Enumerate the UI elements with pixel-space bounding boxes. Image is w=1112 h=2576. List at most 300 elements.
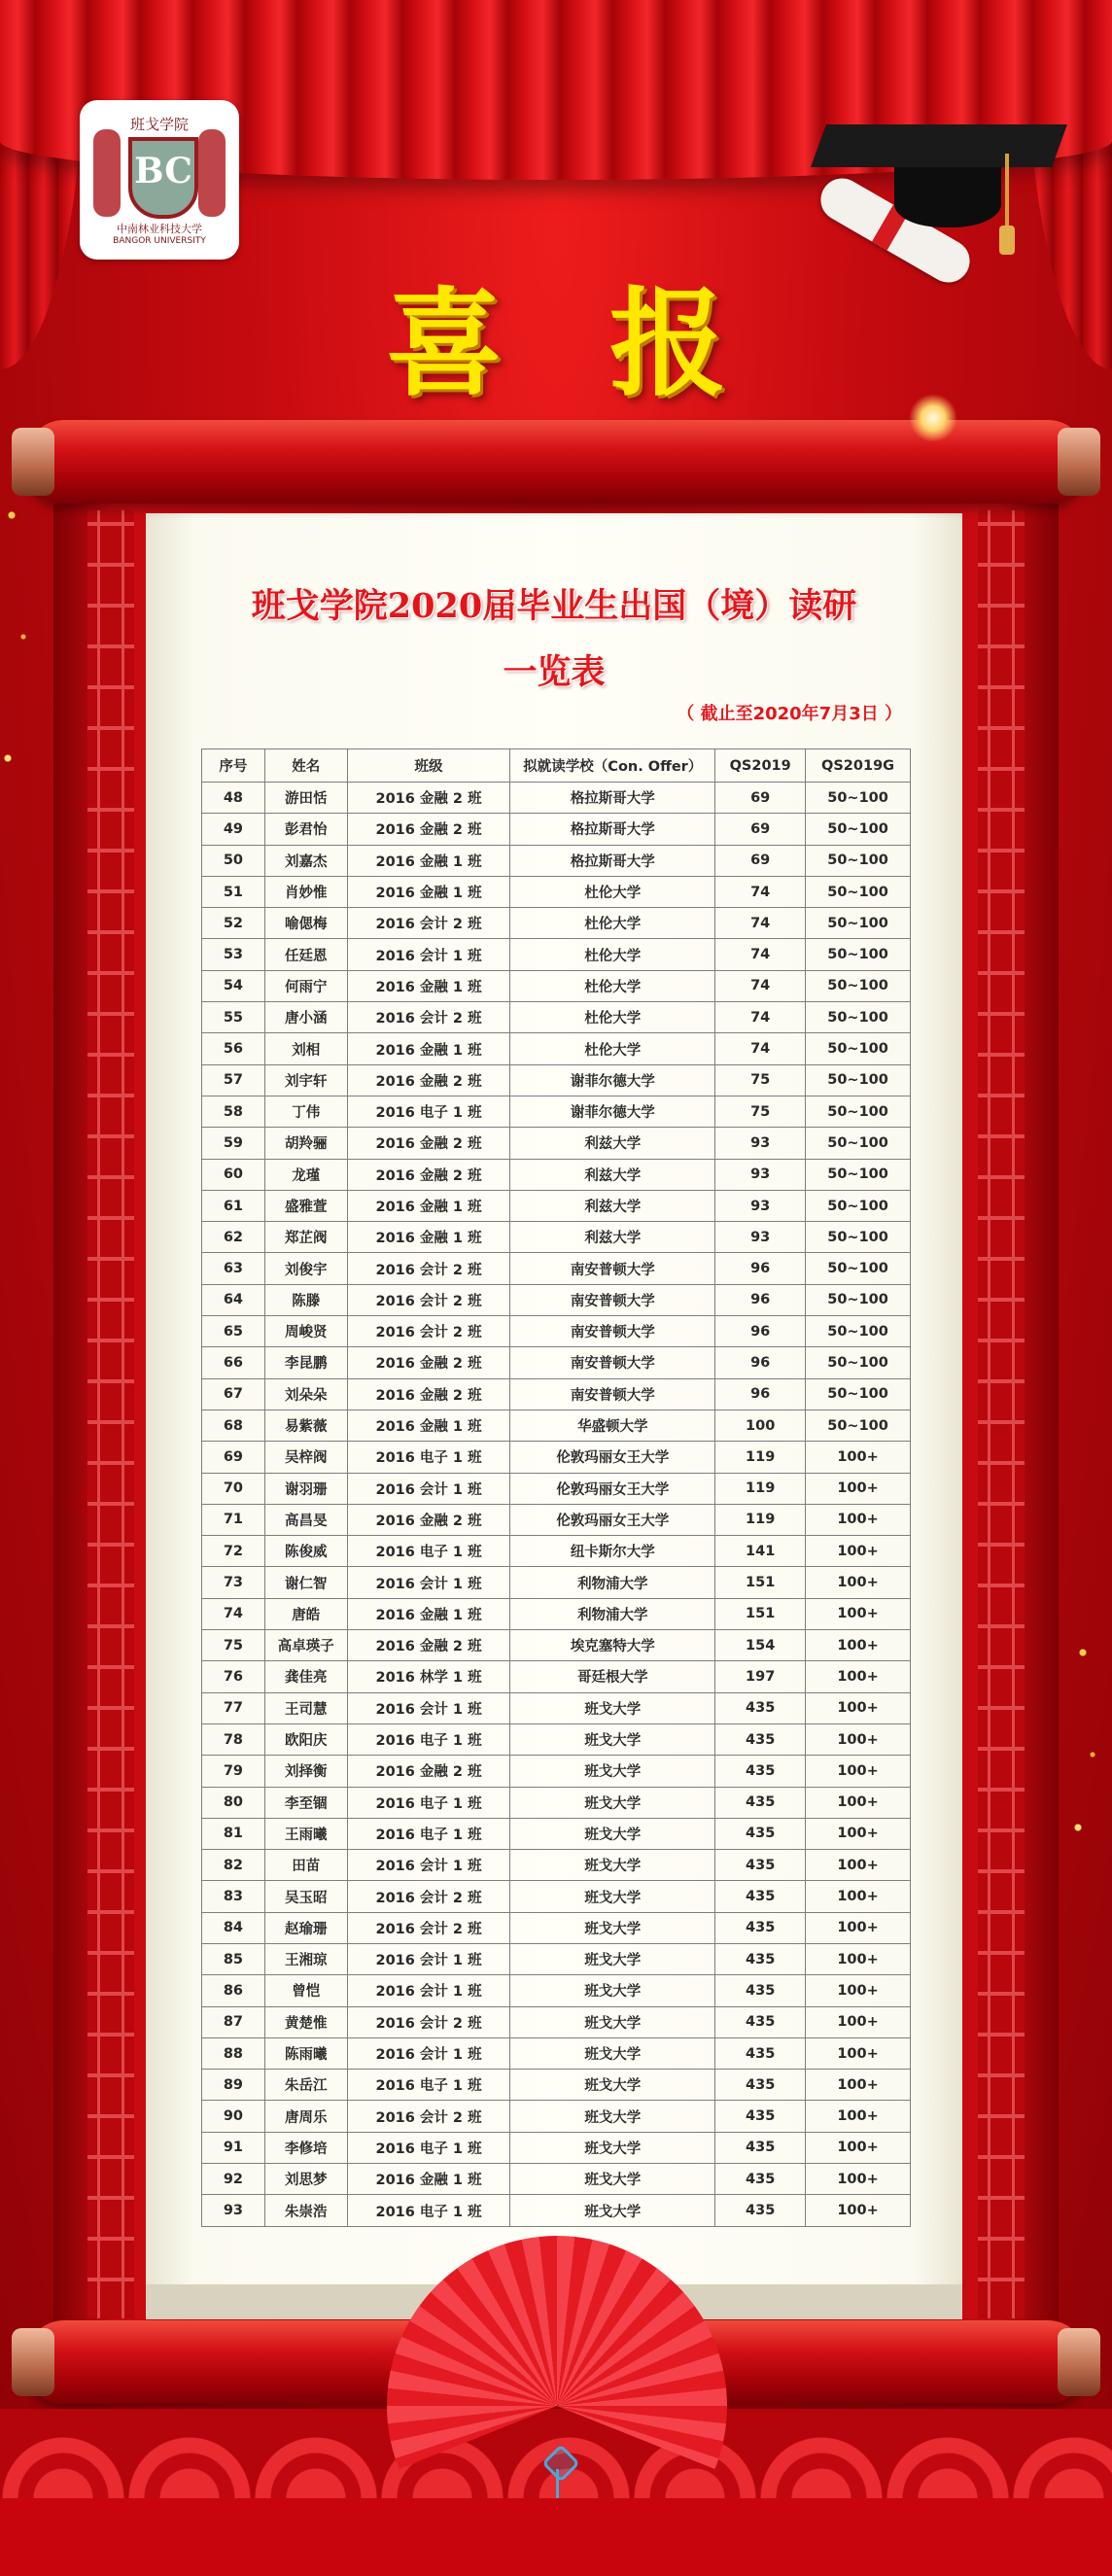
cell-class: 2016 金融 1 班 [347, 876, 510, 907]
table-row [202, 876, 911, 907]
cell-index: 92 [202, 2164, 265, 2195]
cell-school: 班戈大学 [510, 1975, 715, 2006]
cell-school: 利物浦大学 [510, 1598, 715, 1629]
cell-name: 曾恺 [264, 1975, 347, 2006]
cell-index: 72 [202, 1536, 265, 1567]
cell-class: 2016 会计 1 班 [347, 939, 510, 970]
cell-school: 班戈大学 [510, 1818, 715, 1849]
cell-name: 黄楚惟 [264, 2006, 347, 2037]
document-title-line2: 一览表 [503, 652, 606, 692]
cell-index: 65 [202, 1316, 265, 1347]
table-row [202, 1190, 911, 1221]
cell-name: 易紫薇 [264, 1410, 347, 1441]
table-row [202, 1284, 911, 1315]
cell-class: 2016 金融 2 班 [347, 1159, 510, 1190]
cell-index: 75 [202, 1630, 265, 1661]
cell-qs2019: 119 [715, 1473, 806, 1504]
cell-qs2019g: 100+ [806, 2164, 911, 2195]
table-row [202, 1723, 911, 1755]
cell-school: 埃克塞特大学 [510, 1630, 715, 1661]
cell-qs2019: 154 [715, 1630, 806, 1661]
table-row [202, 1598, 911, 1629]
cell-school: 班戈大学 [510, 1692, 715, 1723]
table-row [202, 2101, 911, 2132]
cell-school: 班戈大学 [510, 2037, 715, 2069]
cell-school: 班戈大学 [510, 1850, 715, 1881]
cell-class: 2016 电子 1 班 [347, 1536, 510, 1567]
logo-bottom-text-en: BANGOR UNIVERSITY [113, 236, 206, 246]
cell-qs2019g: 100+ [806, 1881, 911, 1912]
cell-qs2019: 435 [715, 1943, 806, 1974]
cell-school: 班戈大学 [510, 2006, 715, 2037]
cell-index: 87 [202, 2006, 265, 2037]
cell-qs2019g: 100+ [806, 2195, 911, 2226]
cell-school: 杜伦大学 [510, 908, 715, 939]
cell-name: 朱崇浩 [264, 2195, 347, 2226]
cell-qs2019: 69 [715, 814, 806, 845]
cell-qs2019: 100 [715, 1410, 806, 1441]
folding-fan-icon [387, 2236, 727, 2576]
table-row [202, 1630, 911, 1661]
cell-index: 68 [202, 1410, 265, 1441]
cell-index: 70 [202, 1473, 265, 1504]
table-row [202, 845, 911, 876]
cell-qs2019: 96 [715, 1347, 806, 1378]
cell-school: 南安普顿大学 [510, 1378, 715, 1410]
cell-qs2019: 435 [715, 2037, 806, 2069]
table-header-row [202, 749, 911, 783]
cell-class: 2016 金融 2 班 [347, 1504, 510, 1535]
light-flare [909, 394, 957, 442]
cell-qs2019g: 50~100 [806, 1284, 911, 1315]
logo-bottom-text-cn: 中南林业科技大学 [117, 223, 202, 235]
cell-index: 78 [202, 1723, 265, 1755]
cell-qs2019g: 100+ [806, 1818, 911, 1849]
table-row [202, 1661, 911, 1692]
table-row [202, 1253, 911, 1284]
cell-school: 伦敦玛丽女王大学 [510, 1473, 715, 1504]
cell-index: 49 [202, 814, 265, 845]
cell-qs2019: 93 [715, 1222, 806, 1253]
cell-qs2019: 96 [715, 1378, 806, 1410]
cell-index: 84 [202, 1912, 265, 1943]
table-row [202, 1943, 911, 1974]
cell-class: 2016 电子 1 班 [347, 2070, 510, 2101]
cell-index: 61 [202, 1190, 265, 1221]
cell-name: 唐皓 [264, 1598, 347, 1629]
cell-class: 2016 电子 1 班 [347, 2132, 510, 2163]
cell-name: 朱岳江 [264, 2070, 347, 2101]
cell-index: 89 [202, 2070, 265, 2101]
cell-qs2019: 151 [715, 1598, 806, 1629]
cell-index: 85 [202, 1943, 265, 1974]
cell-qs2019: 435 [715, 1850, 806, 1881]
cell-name: 彭君怡 [264, 814, 347, 845]
cell-name: 何雨宁 [264, 970, 347, 1001]
cell-qs2019: 435 [715, 1881, 806, 1912]
cell-school: 班戈大学 [510, 2195, 715, 2226]
cell-name: 刘相 [264, 1033, 347, 1064]
table-row [202, 1473, 911, 1504]
cell-name: 郑芷阀 [264, 1222, 347, 1253]
cell-class: 2016 金融 1 班 [347, 1190, 510, 1221]
cell-index: 56 [202, 1033, 265, 1064]
cell-index: 60 [202, 1159, 265, 1190]
cell-school: 南安普顿大学 [510, 1253, 715, 1284]
cell-name: 喻偲梅 [264, 908, 347, 939]
cell-qs2019g: 100+ [806, 2037, 911, 2069]
cell-qs2019: 69 [715, 783, 806, 814]
cell-index: 93 [202, 2195, 265, 2226]
cell-class: 2016 会计 2 班 [347, 1284, 510, 1315]
table-row [202, 970, 911, 1001]
cell-school: 华盛顿大学 [510, 1410, 715, 1441]
table-row [202, 1347, 911, 1378]
cell-name: 刘思梦 [264, 2164, 347, 2195]
cell-school: 班戈大学 [510, 1912, 715, 1943]
cell-name: 王司慧 [264, 1692, 347, 1723]
cell-name: 王湘琼 [264, 1943, 347, 1974]
cell-index: 73 [202, 1567, 265, 1598]
cell-qs2019g: 50~100 [806, 1410, 911, 1441]
cell-index: 83 [202, 1881, 265, 1912]
cell-qs2019: 435 [715, 2101, 806, 2132]
table-row [202, 1912, 911, 1943]
cell-name: 欧阳庆 [264, 1723, 347, 1755]
cell-qs2019g: 100+ [806, 1943, 911, 1974]
cell-class: 2016 金融 1 班 [347, 1033, 510, 1064]
cell-index: 76 [202, 1661, 265, 1692]
cell-index: 62 [202, 1222, 265, 1253]
header-class: 班级 [347, 749, 510, 783]
cell-name: 周峻贤 [264, 1316, 347, 1347]
cell-qs2019g: 100+ [806, 1567, 911, 1598]
cell-qs2019g: 100+ [806, 2006, 911, 2037]
cell-qs2019g: 100+ [806, 1787, 911, 1818]
cell-qs2019g: 100+ [806, 2132, 911, 2163]
cell-qs2019g: 50~100 [806, 970, 911, 1001]
cell-index: 90 [202, 2101, 265, 2132]
table-row [202, 1692, 911, 1723]
table-row [202, 908, 911, 939]
cell-school: 伦敦玛丽女王大学 [510, 1504, 715, 1535]
cell-name: 谢仁智 [264, 1567, 347, 1598]
cell-qs2019: 93 [715, 1128, 806, 1159]
cell-qs2019g: 50~100 [806, 814, 911, 845]
cell-index: 51 [202, 876, 265, 907]
cell-name: 陈俊威 [264, 1536, 347, 1567]
graduates-table [201, 748, 911, 2227]
cell-qs2019: 96 [715, 1284, 806, 1315]
cell-school: 利兹大学 [510, 1222, 715, 1253]
table-row [202, 2006, 911, 2037]
cell-name: 谢羽珊 [264, 1473, 347, 1504]
cell-school: 班戈大学 [510, 2164, 715, 2195]
cell-qs2019g: 50~100 [806, 1316, 911, 1347]
cell-name: 陈滕 [264, 1284, 347, 1315]
cell-index: 81 [202, 1818, 265, 1849]
cell-class: 2016 会计 1 班 [347, 1473, 510, 1504]
cell-class: 2016 金融 2 班 [347, 783, 510, 814]
table-row [202, 1975, 911, 2006]
cell-qs2019: 435 [715, 1692, 806, 1723]
cell-class: 2016 会计 2 班 [347, 1881, 510, 1912]
cell-qs2019g: 100+ [806, 2070, 911, 2101]
cell-school: 班戈大学 [510, 1881, 715, 1912]
cell-school: 利兹大学 [510, 1190, 715, 1221]
cell-school: 谢菲尔德大学 [510, 1096, 715, 1127]
cell-qs2019: 93 [715, 1190, 806, 1221]
cell-school: 南安普顿大学 [510, 1347, 715, 1378]
cell-index: 86 [202, 1975, 265, 2006]
table-row [202, 1504, 911, 1535]
cell-qs2019: 197 [715, 1661, 806, 1692]
cell-name: 高卓瑛子 [264, 1630, 347, 1661]
cell-class: 2016 会计 1 班 [347, 1943, 510, 1974]
cell-qs2019g: 50~100 [806, 1222, 911, 1253]
cell-class: 2016 会计 1 班 [347, 2037, 510, 2069]
header-name: 姓名 [264, 749, 347, 783]
cell-qs2019g: 100+ [806, 1536, 911, 1567]
table-row [202, 783, 911, 814]
cell-class: 2016 会计 1 班 [347, 1692, 510, 1723]
cell-index: 48 [202, 783, 265, 814]
cell-qs2019g: 50~100 [806, 1002, 911, 1033]
cell-class: 2016 电子 1 班 [347, 1818, 510, 1849]
cell-index: 55 [202, 1002, 265, 1033]
cell-name: 唐小涵 [264, 1002, 347, 1033]
cell-qs2019: 96 [715, 1316, 806, 1347]
cell-qs2019: 435 [715, 1787, 806, 1818]
cell-class: 2016 电子 1 班 [347, 1723, 510, 1755]
cell-name: 刘朵朵 [264, 1378, 347, 1410]
cell-school: 班戈大学 [510, 1787, 715, 1818]
cell-name: 高昌旻 [264, 1504, 347, 1535]
cell-index: 80 [202, 1787, 265, 1818]
cell-class: 2016 金融 2 班 [347, 814, 510, 845]
cell-index: 57 [202, 1064, 265, 1096]
cell-class: 2016 会计 2 班 [347, 1316, 510, 1347]
cell-school: 格拉斯哥大学 [510, 783, 715, 814]
cell-school: 杜伦大学 [510, 939, 715, 970]
table-row [202, 1881, 911, 1912]
table-row [202, 1818, 911, 1849]
cell-qs2019: 435 [715, 1723, 806, 1755]
cell-qs2019g: 100+ [806, 1598, 911, 1629]
cell-qs2019g: 50~100 [806, 1064, 911, 1096]
lion-right-icon [198, 129, 226, 217]
cell-name: 龙瑾 [264, 1159, 347, 1190]
cell-name: 吴梓阀 [264, 1442, 347, 1473]
table-row [202, 1536, 911, 1567]
table-row [202, 1316, 911, 1347]
cell-class: 2016 会计 1 班 [347, 1850, 510, 1881]
lion-left-icon [93, 129, 121, 217]
cell-class: 2016 电子 1 班 [347, 1787, 510, 1818]
cell-school: 班戈大学 [510, 2070, 715, 2101]
cell-qs2019: 435 [715, 2164, 806, 2195]
cell-index: 91 [202, 2132, 265, 2163]
cell-class: 2016 金融 2 班 [347, 1064, 510, 1096]
cell-class: 2016 会计 2 班 [347, 1253, 510, 1284]
cell-qs2019g: 100+ [806, 1756, 911, 1787]
cell-qs2019: 119 [715, 1504, 806, 1535]
cell-name: 刘宇轩 [264, 1064, 347, 1096]
cell-name: 李昆鹏 [264, 1347, 347, 1378]
cell-school: 班戈大学 [510, 1756, 715, 1787]
cell-index: 64 [202, 1284, 265, 1315]
cell-qs2019g: 50~100 [806, 783, 911, 814]
cell-qs2019: 74 [715, 876, 806, 907]
cell-index: 77 [202, 1692, 265, 1723]
table-row [202, 1096, 911, 1127]
cell-index: 79 [202, 1756, 265, 1787]
cell-qs2019: 74 [715, 1033, 806, 1064]
cell-class: 2016 会计 1 班 [347, 1567, 510, 1598]
cell-index: 66 [202, 1347, 265, 1378]
cell-qs2019: 435 [715, 2070, 806, 2101]
cell-qs2019g: 50~100 [806, 1128, 911, 1159]
scroll-border-left [87, 510, 134, 2318]
cell-qs2019: 74 [715, 970, 806, 1001]
cell-school: 利兹大学 [510, 1128, 715, 1159]
cell-class: 2016 金融 2 班 [347, 1378, 510, 1410]
table-row [202, 1128, 911, 1159]
cell-class: 2016 金融 1 班 [347, 2164, 510, 2195]
cell-school: 南安普顿大学 [510, 1316, 715, 1347]
cell-qs2019g: 100+ [806, 1473, 911, 1504]
header-school: 拟就读学校（Con. Offer） [510, 749, 715, 783]
cell-name: 吴玉昭 [264, 1881, 347, 1912]
cell-qs2019g: 50~100 [806, 1190, 911, 1221]
table-row [202, 814, 911, 845]
cell-index: 69 [202, 1442, 265, 1473]
table-row [202, 2070, 911, 2101]
cell-qs2019: 74 [715, 939, 806, 970]
cell-name: 刘俊宇 [264, 1253, 347, 1284]
header-index: 序号 [202, 749, 265, 783]
college-logo [80, 100, 239, 260]
cell-school: 纽卡斯尔大学 [510, 1536, 715, 1567]
cell-name: 李至锢 [264, 1787, 347, 1818]
headline: 喜报 [386, 277, 833, 412]
logo-top-text: 班戈学院 [129, 116, 189, 133]
cell-index: 82 [202, 1850, 265, 1881]
cell-qs2019: 96 [715, 1253, 806, 1284]
cell-qs2019g: 100+ [806, 1975, 911, 2006]
cell-qs2019g: 50~100 [806, 1033, 911, 1064]
cell-qs2019g: 100+ [806, 1504, 911, 1535]
cell-school: 杜伦大学 [510, 970, 715, 1001]
cell-qs2019g: 100+ [806, 1442, 911, 1473]
cell-qs2019: 141 [715, 1536, 806, 1567]
table-row [202, 939, 911, 970]
cell-index: 74 [202, 1598, 265, 1629]
cell-qs2019: 69 [715, 845, 806, 876]
cell-class: 2016 电子 1 班 [347, 1096, 510, 1127]
cell-school: 杜伦大学 [510, 876, 715, 907]
cell-qs2019g: 100+ [806, 1723, 911, 1755]
cell-school: 利物浦大学 [510, 1567, 715, 1598]
cell-school: 格拉斯哥大学 [510, 845, 715, 876]
cell-qs2019g: 100+ [806, 2101, 911, 2132]
cell-qs2019g: 100+ [806, 1912, 911, 1943]
cell-class: 2016 电子 1 班 [347, 2195, 510, 2226]
cell-index: 53 [202, 939, 265, 970]
table-row [202, 1222, 911, 1253]
cell-name: 李修培 [264, 2132, 347, 2163]
table-row [202, 2132, 911, 2163]
cell-qs2019: 435 [715, 1756, 806, 1787]
header-qs2019: QS2019 [715, 749, 806, 783]
cell-qs2019: 75 [715, 1064, 806, 1096]
table-row [202, 1378, 911, 1410]
cell-qs2019: 75 [715, 1096, 806, 1127]
cell-school: 哥廷根大学 [510, 1661, 715, 1692]
cell-class: 2016 会计 2 班 [347, 2101, 510, 2132]
cell-name: 唐周乐 [264, 2101, 347, 2132]
cell-class: 2016 金融 1 班 [347, 845, 510, 876]
cell-name: 任廷恩 [264, 939, 347, 970]
cell-index: 88 [202, 2037, 265, 2069]
cell-qs2019: 74 [715, 908, 806, 939]
cell-school: 利兹大学 [510, 1159, 715, 1190]
cell-class: 2016 会计 2 班 [347, 908, 510, 939]
cell-school: 杜伦大学 [510, 1033, 715, 1064]
cell-class: 2016 金融 1 班 [347, 1598, 510, 1629]
cell-name: 赵瑜珊 [264, 1912, 347, 1943]
cell-school: 杜伦大学 [510, 1002, 715, 1033]
cell-qs2019: 435 [715, 2195, 806, 2226]
cell-class: 2016 会计 2 班 [347, 1912, 510, 1943]
cell-index: 67 [202, 1378, 265, 1410]
cell-class: 2016 会计 1 班 [347, 1975, 510, 2006]
cell-qs2019g: 50~100 [806, 939, 911, 970]
cell-qs2019g: 50~100 [806, 876, 911, 907]
header-qs2019g: QS2019G [806, 749, 911, 783]
cell-class: 2016 电子 1 班 [347, 1442, 510, 1473]
cell-qs2019: 119 [715, 1442, 806, 1473]
table-row [202, 1442, 911, 1473]
cell-name: 肖妙惟 [264, 876, 347, 907]
cell-qs2019g: 50~100 [806, 1253, 911, 1284]
cell-name: 游田恬 [264, 783, 347, 814]
cell-qs2019g: 50~100 [806, 845, 911, 876]
cell-school: 伦敦玛丽女王大学 [510, 1442, 715, 1473]
document-title-line1: 班戈学院2020届毕业生出国（境）读研 [251, 586, 857, 626]
cell-qs2019: 74 [715, 1002, 806, 1033]
cell-qs2019g: 100+ [806, 1630, 911, 1661]
table-row [202, 1410, 911, 1441]
table-row [202, 2195, 911, 2226]
document-title [146, 574, 962, 706]
table-row [202, 1033, 911, 1064]
cell-name: 龚佳亮 [264, 1661, 347, 1692]
table-row [202, 2037, 911, 2069]
table-row [202, 1756, 911, 1787]
table-row [202, 1002, 911, 1033]
cell-class: 2016 金融 1 班 [347, 1222, 510, 1253]
cell-name: 丁伟 [264, 1096, 347, 1127]
table-row [202, 1567, 911, 1598]
cell-class: 2016 金融 2 班 [347, 1630, 510, 1661]
table-row [202, 1787, 911, 1818]
cell-index: 50 [202, 845, 265, 876]
cell-name: 胡羚骊 [264, 1128, 347, 1159]
cell-index: 59 [202, 1128, 265, 1159]
cell-qs2019: 435 [715, 1818, 806, 1849]
cell-qs2019g: 50~100 [806, 1159, 911, 1190]
